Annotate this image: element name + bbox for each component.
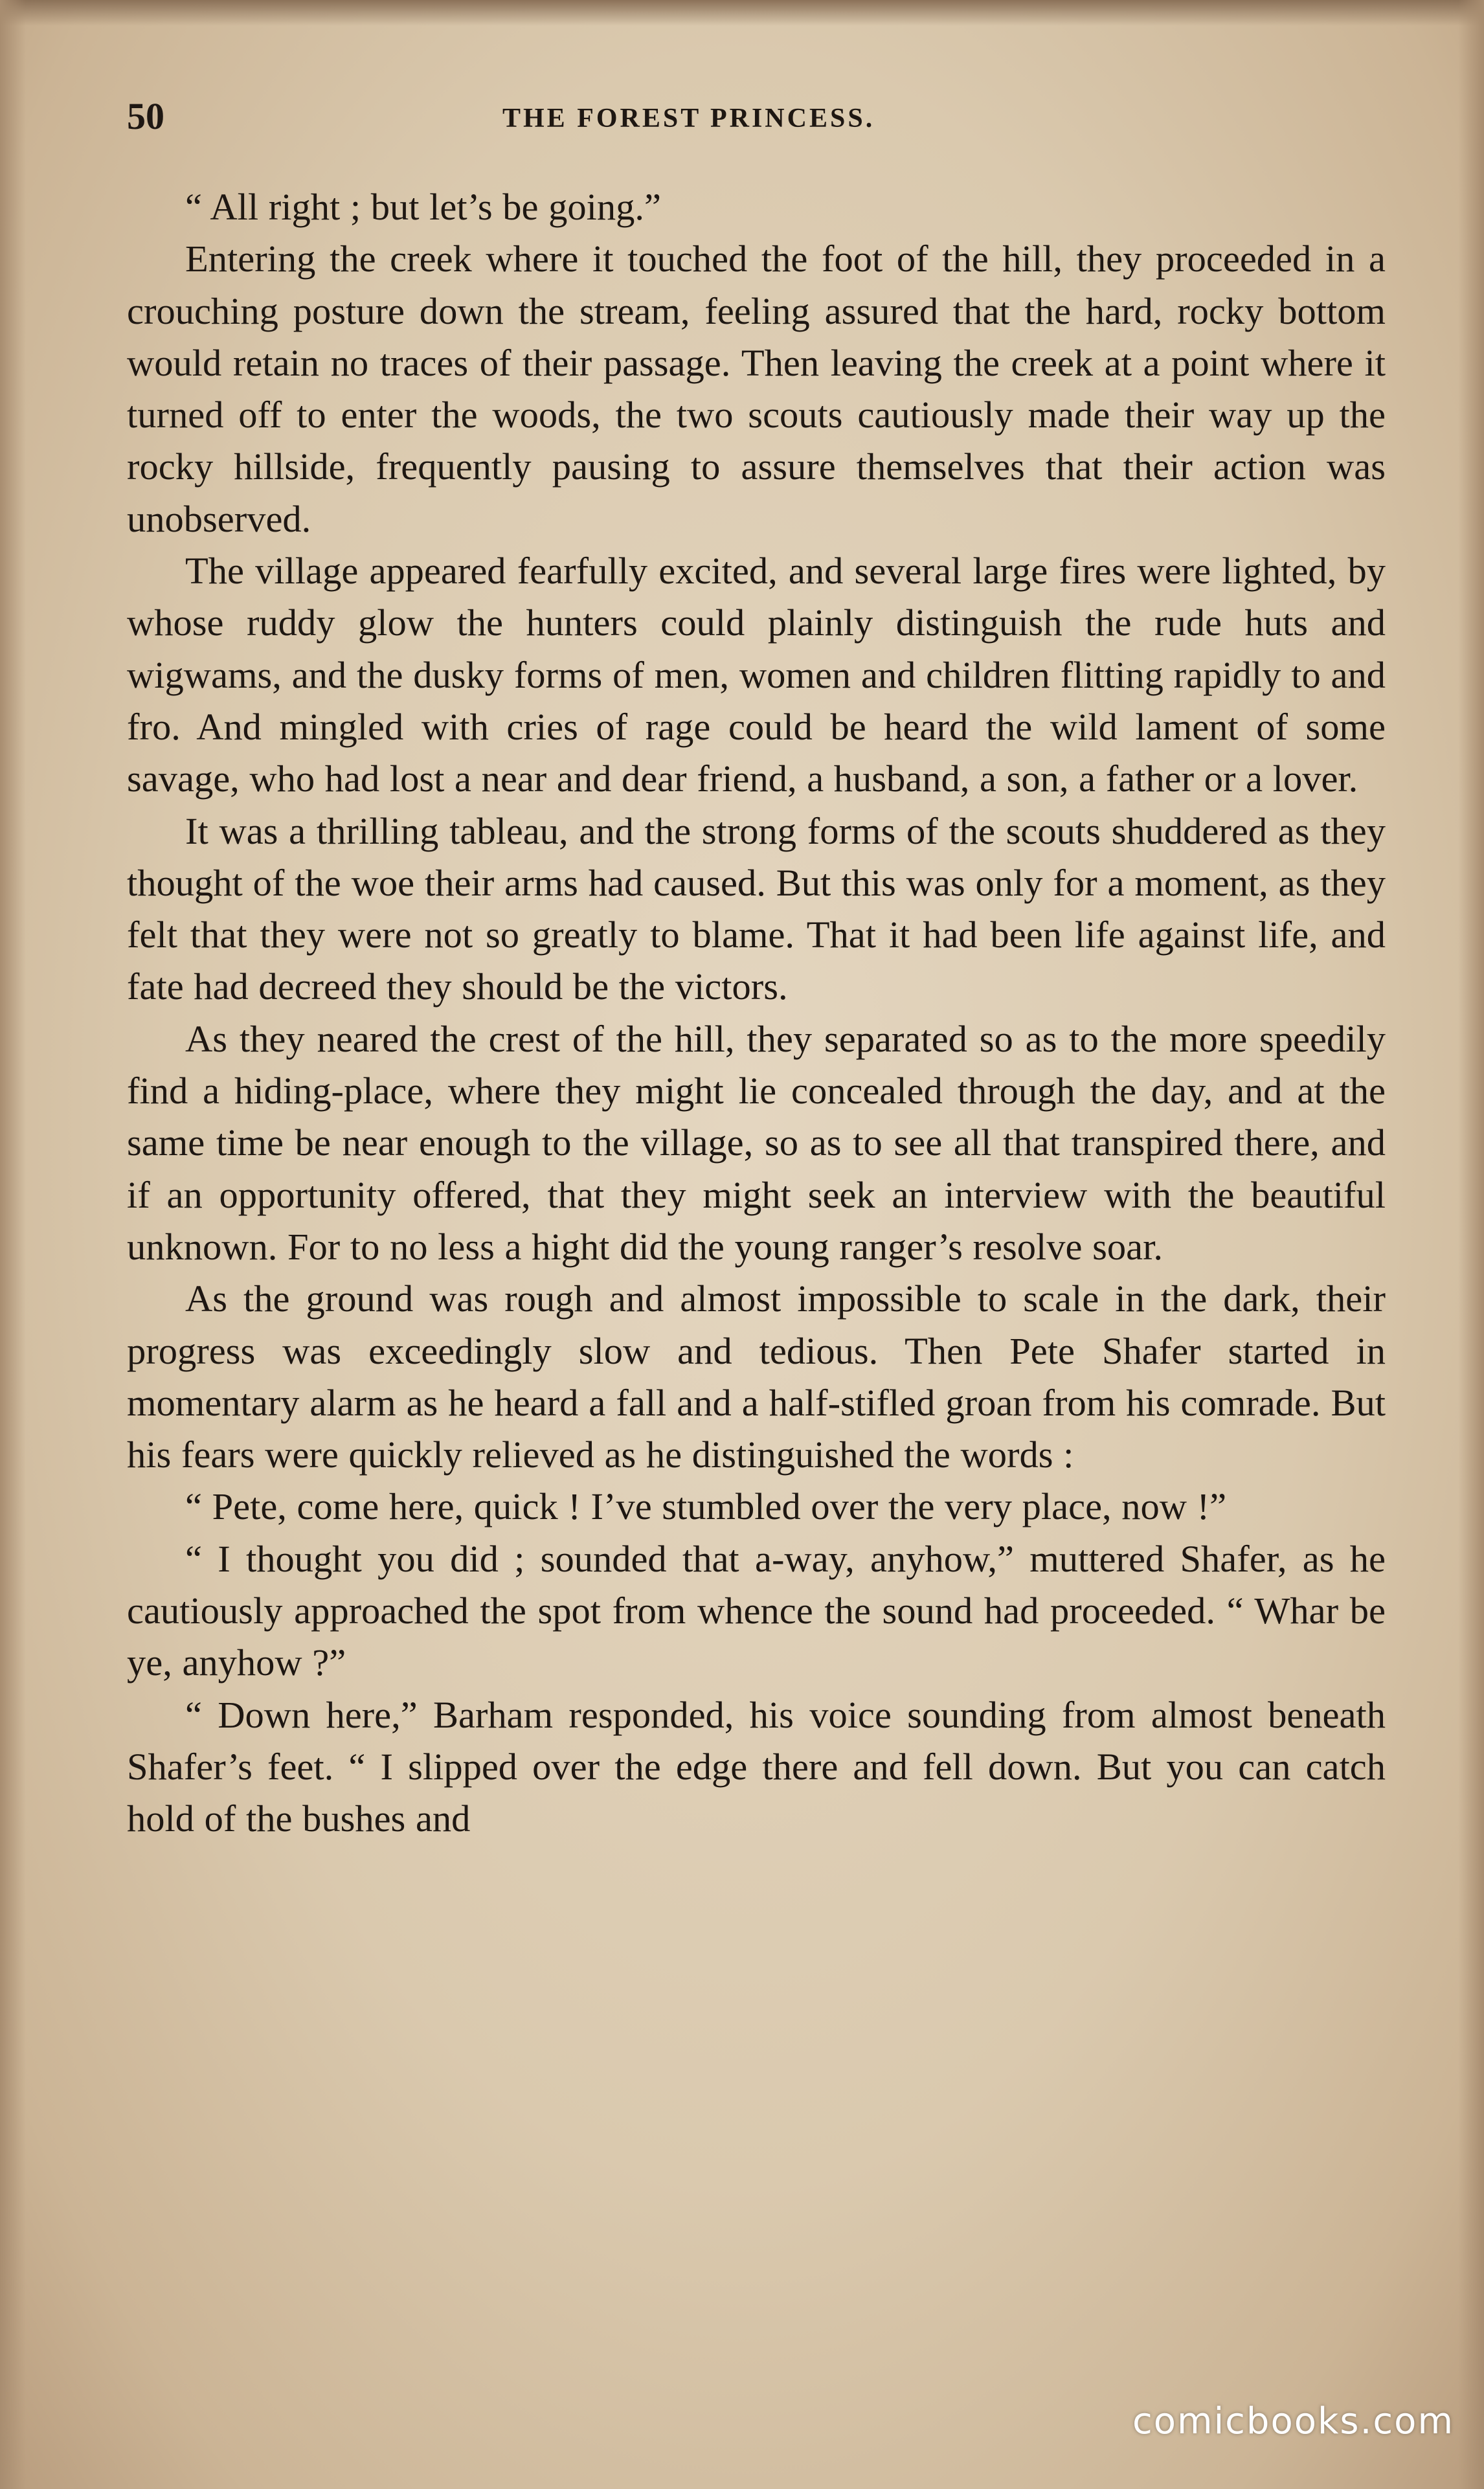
page-number: 50	[127, 95, 164, 137]
paragraph: “ I thought you did ; sounded that a-way, anyhow,” muttered Shafer, as he cautiously approached the spot from whence the sound had proceeded. “ Whar be ye, anyhow ?”	[127, 1537, 1386, 1684]
paragraph: Entering the creek where it touched the foot of the hill, they proceeded in a crouching posture down the stream, feeling assured that the hard, rocky bottom would retain no traces of their passage. Then leaving the creek at a point where it turned off to enter the woods, the two scouts cautiously made their way up the rocky hillside, frequently pausing to assure themselves that their action was unobserved.	[127, 238, 1386, 540]
running-head	[127, 91, 1389, 142]
page-right-edge	[1458, 0, 1484, 2489]
page-top-shadow	[0, 0, 1484, 26]
watermark: comicbooks.com	[1132, 2400, 1454, 2442]
page-left-edge	[0, 0, 26, 2489]
paragraph: “ Down here,” Barham responded, his voice sounding from almost beneath Shafer’s feet. “ I slipped over the edge there and fell down. But you can catch hold of the bushes and	[127, 1693, 1386, 1840]
paragraph: “ All right ; but let’s be going.”	[185, 186, 661, 228]
paragraph: “ Pete, come here, quick ! I’ve stumbled over the very place, now !”	[185, 1485, 1227, 1528]
paragraph: It was a thrilling tableau, and the strong forms of the scouts shuddered as they thought of the woe their arms had caused. But this was only for a moment, as they felt that they were not so greatly to blame. That it had been life against life, and fate had decreed they should be the victors.	[127, 809, 1386, 1008]
paragraph: As the ground was rough and almost impossible to scale in the dark, their progress was exceedingly slow and tedious. Then Pete Shafer started in momentary alarm as he heard a fall and a half-stifled groan from his comrade. But his fears were quickly relieved as he distinguished the words :	[127, 1278, 1386, 1476]
running-title: THE FOREST PRINCESS.	[502, 104, 875, 133]
paragraph: As they neared the crest of the hill, they separated so as to the more speedily find a hiding-place, where they might lie concealed through the day, and at the same time be near enough to the village, so as to see all that transpired there, and if an opportunity offered, that they might seek an interview with the beautiful unknown. For to no less a hight did the young ranger’s resolve soar.	[127, 1017, 1386, 1268]
body-text	[127, 181, 1386, 1845]
paragraph: The village appeared fearfully excited, and several large fires were lighted, by whose ruddy glow the hunters could plainly distinguish the rude huts and wigwams, and the dusky forms of men, women and children flitting rapidly to and fro. And mingled with cries of rage could be heard the wild lament of some savage, who had lost a near and dear friend, a husband, a son, a father or a lover.	[127, 550, 1386, 800]
